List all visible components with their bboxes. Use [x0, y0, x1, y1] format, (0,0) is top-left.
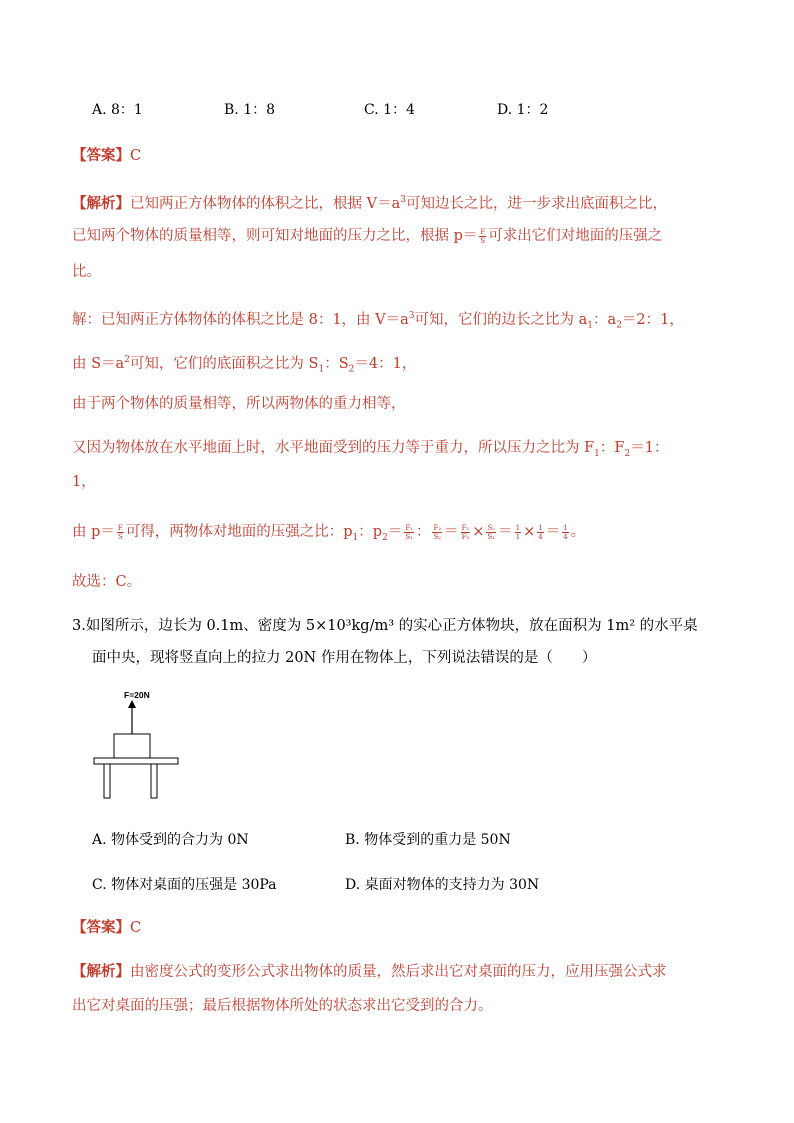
force-arrow-head [128, 700, 136, 708]
table-leg-left [104, 764, 110, 798]
fraction-1-over-4 [537, 524, 543, 541]
q2-analysis-line3: 比。 [72, 264, 101, 280]
q2-solution-line4 [72, 438, 668, 464]
fraction-1-over-1 [515, 524, 521, 541]
superscript: 2 [124, 355, 130, 365]
q2-analysis-line2 [72, 226, 662, 246]
analysis-text: 可求出它们对地面的压强之 [488, 228, 663, 244]
q2-solution-line2 [72, 350, 416, 380]
solution-text: 。 [570, 524, 586, 540]
analysis-text: 可知边长之比，进一步求出底面积之比， [405, 195, 667, 212]
times: × [472, 524, 485, 540]
fraction-1-over-4 [562, 524, 568, 541]
q3-analysis-line2: 出它对桌面的压强；最后根据物体所处的状态求出它受到的合力。 [72, 998, 493, 1014]
cube-block [114, 734, 150, 758]
subscript: 2 [616, 320, 622, 331]
fraction-f2-over-s2 [432, 524, 442, 541]
table-block-diagram [92, 690, 192, 802]
solution-text: ＝ [387, 524, 403, 540]
analysis-text: 由密度公式的变形公式求出物体的质量，然后求出它对桌面的压力，应用压强公式求 [130, 964, 667, 980]
solution-text: ＝2：1， [621, 311, 684, 328]
q2-final-choice: 故选：C。 [72, 574, 142, 590]
answer-tag: 【答案】 [72, 919, 130, 936]
q2-solution-line1 [72, 306, 684, 336]
fraction-f-over-s [479, 228, 486, 245]
q2-solution-line6 [72, 522, 585, 548]
fraction-numerator: 1 [538, 523, 543, 532]
analysis-tag: 【解析】 [72, 963, 130, 980]
superscript: 3 [400, 195, 406, 205]
solution-text: 可得，两物体对地面的压强之比：p [125, 524, 353, 540]
q3-analysis-line1 [72, 962, 667, 982]
q2-analysis-line1 [72, 190, 667, 214]
subscript: 2 [382, 532, 388, 543]
fraction-numerator: F₁ [405, 523, 413, 532]
fraction-denominator: 1 [515, 532, 521, 541]
fraction-f-over-s [117, 524, 124, 541]
force-label: F=20N [124, 690, 150, 700]
superscript: 3 [408, 311, 415, 321]
subscript: 1 [352, 532, 359, 543]
q2-option-c: C. 1：4 [364, 102, 415, 118]
subscript: 1 [587, 320, 594, 331]
subscript: 2 [348, 364, 355, 375]
fraction-numerator: F₂ [433, 523, 442, 532]
equals: ＝ [498, 524, 513, 540]
fraction-f1-over-f2 [461, 524, 471, 541]
fraction-denominator: 4 [538, 532, 543, 541]
fraction-f1-over-s1 [404, 524, 414, 541]
q2-option-a: A. 8：1 [92, 102, 143, 118]
fraction-denominator: S [117, 532, 123, 541]
q3-option-a: A. 物体受到的合力为 0N [92, 832, 249, 848]
q3-stem-line1: 3.如图所示，边长为 0.1m、密度为 5×10³kg/m³ 的实心正方体物块，放在面积为 1m² 的水平桌 [72, 618, 698, 634]
solution-text: 又因为物体放在水平地面上时，水平地面受到的压力等于重力，所以压力之比为 F [72, 440, 595, 456]
solution-text: 由 p＝ [72, 524, 115, 540]
q2-solution-line3: 由于两个物体的质量相等，所以两物体的重力相等， [72, 396, 406, 412]
fraction-denominator: S₁ [405, 532, 413, 541]
fraction-numerator: 1 [515, 523, 521, 532]
tabletop [94, 758, 178, 764]
fraction-denominator: S₁ [487, 532, 496, 541]
equals: ＝ [545, 524, 561, 540]
solution-text: 解：已知两正方体物体的体积之比是 8：1，由 V＝a [72, 311, 409, 328]
q2-solution-line5: 1， [72, 474, 96, 490]
q2-option-b: B. 1：8 [224, 102, 276, 118]
solution-text: ：F [599, 440, 625, 456]
fraction-s2-over-s1 [486, 524, 496, 541]
solution-text: 由 S＝a [72, 355, 125, 372]
equals: ＝ [444, 524, 459, 540]
answer-value: C [130, 148, 142, 164]
fraction-numerator: F [117, 523, 123, 532]
fraction-numerator: S₂ [487, 523, 496, 532]
solution-text: ＝1： [630, 440, 669, 456]
q3-answer [72, 918, 141, 938]
fraction-numerator: F₁ [461, 523, 470, 532]
answer-value: C [130, 920, 142, 936]
fraction-denominator: F₂ [461, 532, 470, 541]
analysis-text: 已知两个物体的质量相等，则可知对地面的压力之比，根据 p＝ [72, 228, 478, 244]
solution-text: ＝4：1， [354, 355, 417, 372]
solution-text: ：a [593, 311, 617, 328]
solution-text: ：S [324, 355, 349, 372]
fraction-denominator: S [480, 236, 486, 245]
q2-answer [72, 146, 141, 166]
fraction-numerator: 1 [563, 523, 568, 532]
subscript: 2 [624, 448, 631, 459]
q3-option-c: C. 物体对桌面的压强是 30Pa [92, 877, 277, 893]
q3-option-d: D. 桌面对物体的支持力为 30N [345, 877, 540, 893]
solution-text: ：p [358, 524, 383, 540]
subscript: 1 [318, 364, 325, 375]
answer-tag: 【答案】 [72, 147, 130, 164]
table-leg-right [151, 764, 157, 798]
q3-figure [92, 690, 192, 802]
q3-option-b: B. 物体受到的重力是 50N [345, 832, 511, 848]
colon: ： [415, 524, 431, 540]
fraction-numerator: F [480, 227, 486, 236]
solution-text: 可知，它们的边长之比为 a [414, 311, 588, 328]
times: × [523, 524, 536, 540]
fraction-denominator: S₂ [433, 532, 442, 541]
subscript: 1 [594, 448, 600, 459]
solution-text: 可知，它们的底面积之比为 S [129, 355, 319, 372]
analysis-text: 已知两正方体物体的体积之比，根据 V＝a [130, 195, 401, 212]
fraction-denominator: 4 [563, 532, 568, 541]
q3-stem-line2: 面中央，现将竖直向上的拉力 20N 作用在物体上，下列说法错误的是（ ） [92, 650, 597, 666]
q2-option-d: D. 1：2 [497, 102, 549, 118]
analysis-tag: 【解析】 [72, 194, 130, 212]
